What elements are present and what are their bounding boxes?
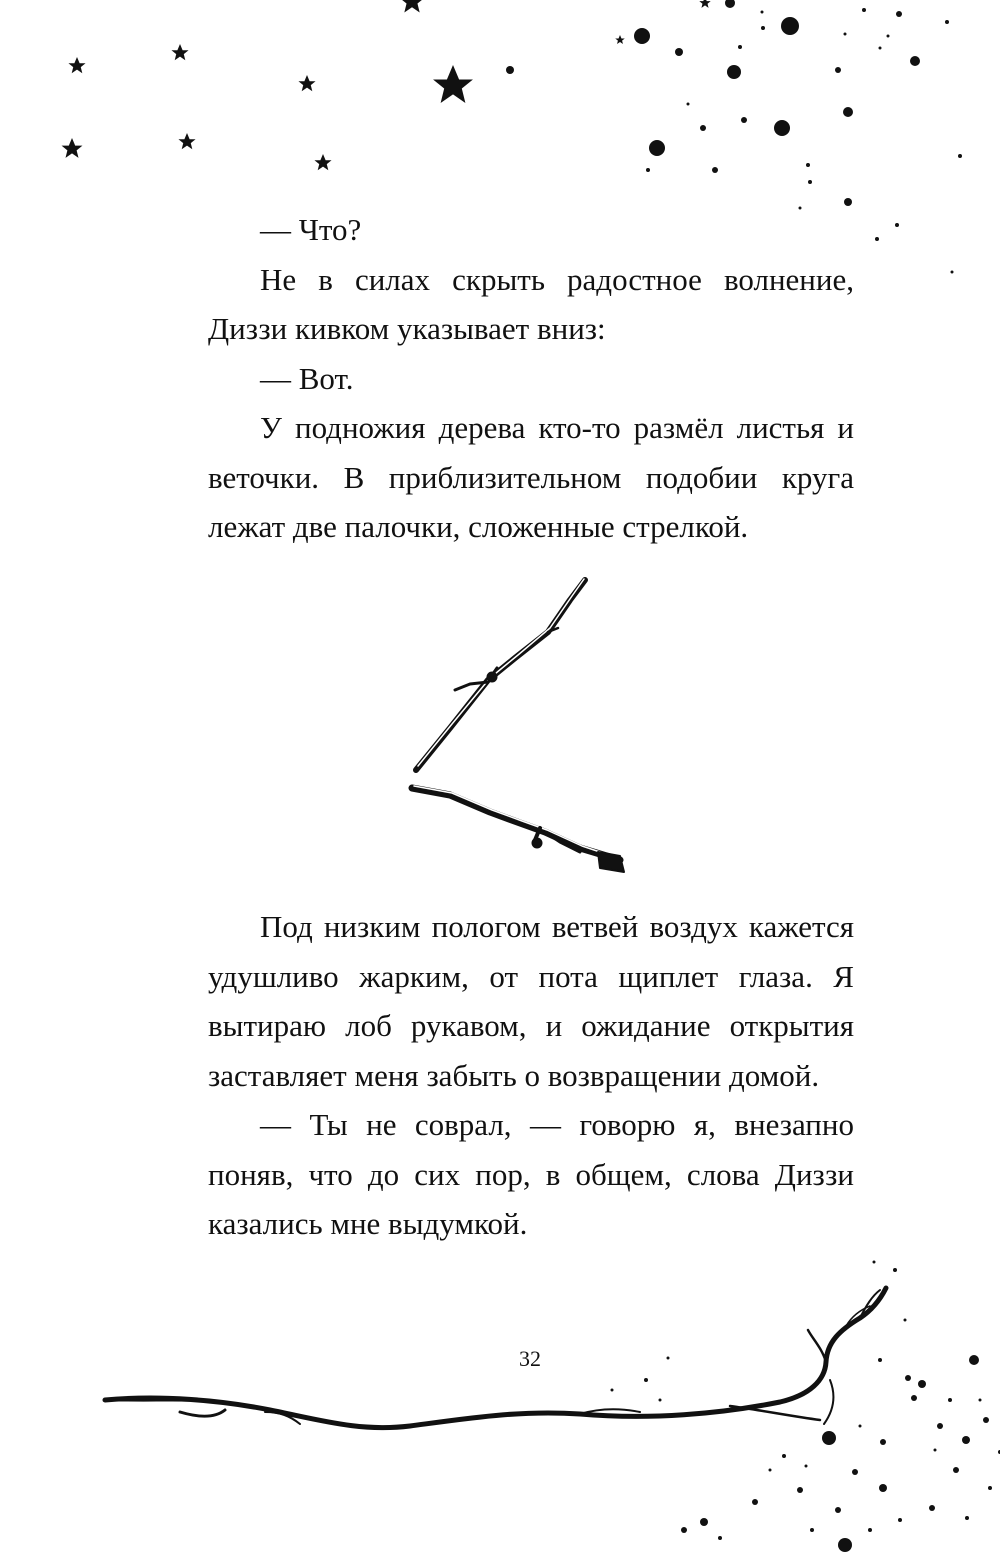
paragraph: — Ты не соврал, — говорю я, внезапно поняв, что до сих пор, в общем, слова Диззи казались мне выдумкой. xyxy=(208,1107,854,1241)
paragraph: У подножия дерева кто-то размёл листья и веточки. В приблизительном подобии круга лежат две палочки, сложенные стрелкой. xyxy=(208,410,854,544)
star-icon xyxy=(314,154,331,170)
paragraph: Под низким пологом ветвей воздух кажется удушливо жарким, от пота щиплет глаза. Я вытираю лоб рукавом, и ожидание открытия заставляет меня забыть о возвращении домой. xyxy=(208,909,854,1093)
star-icon xyxy=(400,0,425,13)
star-icon xyxy=(433,65,473,103)
paragraph: Не в силах скрыть радостное волнение, Диззи кивком указывает вниз: xyxy=(208,261,854,346)
star-icon xyxy=(699,0,710,8)
star-icon xyxy=(298,75,315,91)
star-icon xyxy=(171,44,188,60)
star-icon xyxy=(62,138,83,158)
text-block-top xyxy=(208,205,854,552)
page-number: 32 xyxy=(519,1346,541,1371)
text-block-bottom xyxy=(208,902,854,1249)
star-icon xyxy=(615,35,625,44)
paragraph: — Вот. xyxy=(260,360,354,396)
star-icon xyxy=(68,57,85,73)
star-icon xyxy=(178,133,195,149)
paragraph: — Что? xyxy=(260,212,362,247)
